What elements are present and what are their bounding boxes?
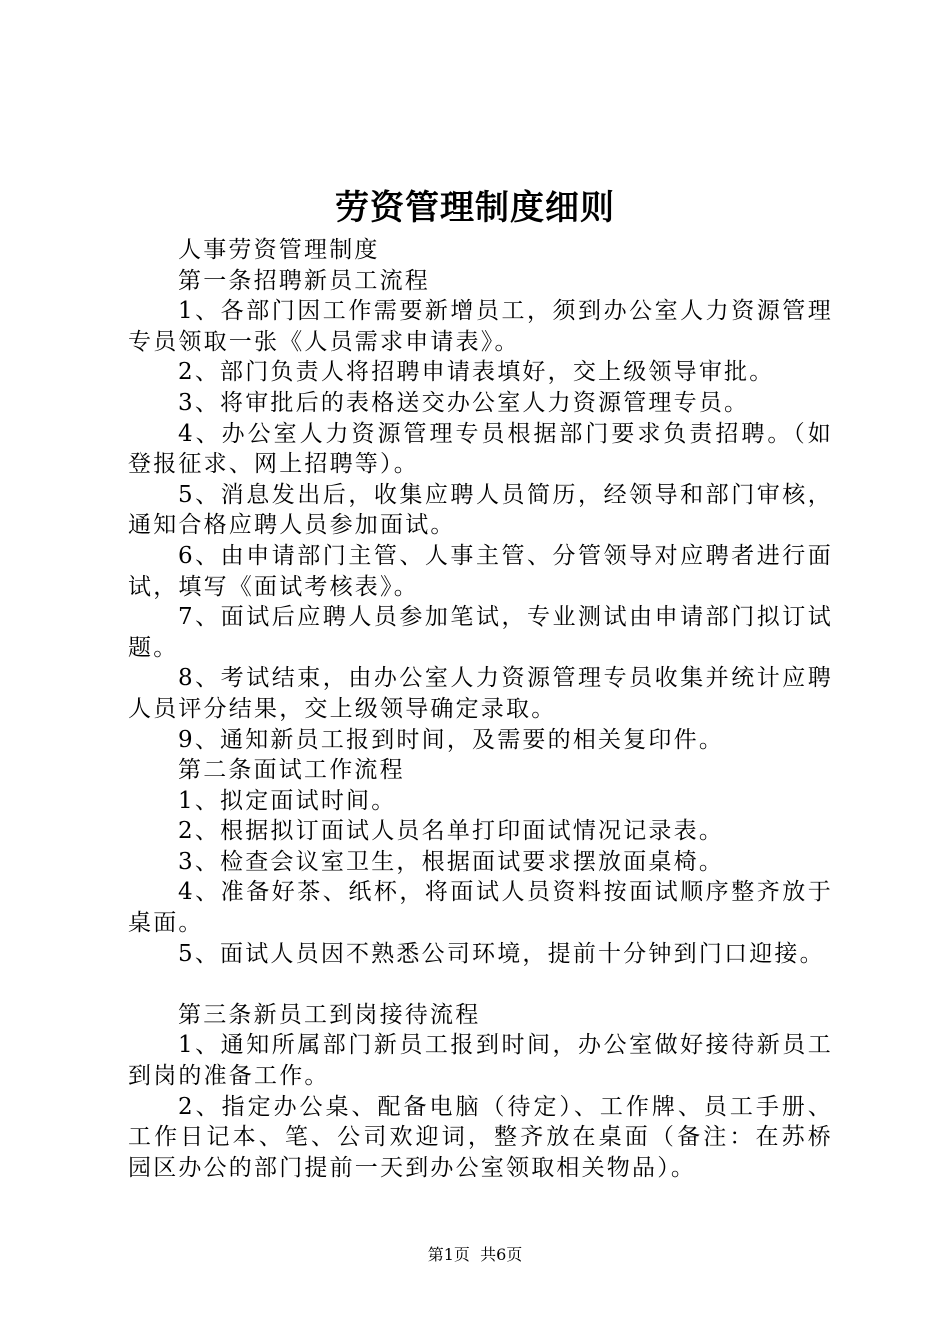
paragraph: 4、准备好茶、纸杯，将面试人员资料按面试顺序整齐放于桌面。 <box>128 879 833 937</box>
section-heading: 第二条面试工作流程 <box>178 757 405 784</box>
paragraph: 2、部门负责人将招聘申请表填好，交上级领导审批。 <box>178 359 775 386</box>
section-heading: 第一条招聘新员工流程 <box>178 267 430 294</box>
paragraph: 1、拟定面试时间。 <box>178 787 397 814</box>
paragraph: 8、考试结束，由办公室人力资源管理专员收集并统计应聘人员评分结果，交上级领导确定录取。 <box>128 665 833 722</box>
paragraph: 7、面试后应聘人员参加笔试，专业测试由申请部门拟订试题。 <box>128 604 833 661</box>
paragraph: 3、检查会议室卫生，根据面试要求摆放面桌椅。 <box>178 848 725 875</box>
paragraph: 6、由申请部门主管、人事主管、分管领导对应聘者进行面试，填写《面试考核表》。 <box>128 542 833 600</box>
paragraph: 5、消息发出后，收集应聘人员简历，经领导和部门审核，通知合格应聘人员参加面试。 <box>128 481 833 539</box>
blank-line <box>128 969 833 1000</box>
paragraph: 2、指定办公桌、配备电脑（待定）、工作牌、员工手册、工作日记本、笔、公司欢迎词，整齐放在桌面（备注：在苏桥园区办公的部门提前一天到办公室领取相关物品）。 <box>128 1093 833 1181</box>
paragraph: 人事劳资管理制度 <box>178 237 380 263</box>
page-footer: 第1页 共6页 <box>427 1245 523 1264</box>
document-body <box>128 235 833 1183</box>
paragraph: 2、根据拟订面试人员名单打印面试情况记录表。 <box>178 818 725 845</box>
paragraph: 3、将审批后的表格送交办公室人力资源管理专员。 <box>178 389 750 416</box>
paragraph: 9、通知新员工报到时间，及需要的相关复印件。 <box>178 726 725 753</box>
section-heading: 第三条新员工到岗接待流程 <box>178 1001 481 1028</box>
paragraph: 4、办公室人力资源管理专员根据部门要求负责招聘。（如登报征求、网上招聘等）。 <box>128 420 833 478</box>
paragraph: 1、通知所属部门新员工报到时间，办公室做好接待新员工到岗的准备工作。 <box>128 1032 833 1090</box>
paragraph: 1、各部门因工作需要新增员工，须到办公室人力资源管理专员领取一张《人员需求申请表》。 <box>128 298 833 355</box>
document-title: 劳资管理制度细则 <box>335 188 615 228</box>
paragraph: 5、面试人员因不熟悉公司环境，提前十分钟到门口迎接。 <box>178 940 825 967</box>
